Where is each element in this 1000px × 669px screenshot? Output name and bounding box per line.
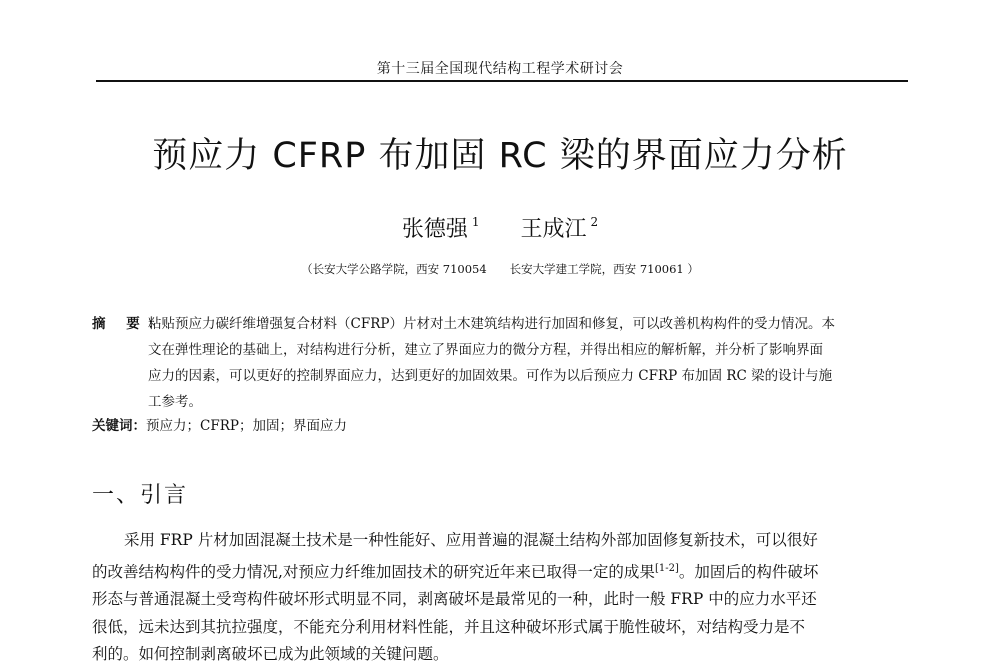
abstract-line: 粘贴预应力碳纤维增强复合材料（CFRP）片材对土木建筑结构进行加固和修复，可以改善机构构件的受力情况。本 bbox=[148, 316, 835, 332]
abstract-line: 文在弹性理论的基础上，对结构进行分析，建立了界面应力的微分方程，并得出相应的解析解，并分析了影响界面 bbox=[148, 342, 823, 358]
paragraph-line: 利的。如何控制剥离破坏已成为此领域的关键问题。 bbox=[92, 645, 449, 664]
paragraph-line bbox=[92, 555, 910, 587]
paragraph-line-tail: 。加固后的构件破坏 bbox=[678, 562, 819, 581]
introduction-body bbox=[92, 527, 910, 669]
header-rule bbox=[96, 80, 908, 82]
author-affiliation-mark: 1 bbox=[471, 215, 480, 229]
keywords-text: 预应力；CFRP；加固；界面应力 bbox=[146, 418, 347, 434]
author-2 bbox=[521, 212, 599, 243]
citation-ref: [1-2] bbox=[654, 562, 679, 574]
abstract-line: 工参考。 bbox=[148, 394, 202, 410]
paper-title: 预应力 CFRP 布加固 RC 梁的界面应力分析 bbox=[152, 136, 848, 176]
running-header: 第十三届全国现代结构工程学术研讨会 bbox=[376, 61, 624, 77]
section-heading-introduction: 一、引言 bbox=[92, 483, 189, 508]
abstract-label: 摘 要： bbox=[92, 316, 170, 332]
author-name: 张德强 bbox=[401, 217, 468, 242]
abstract-text bbox=[148, 311, 908, 415]
author-list bbox=[0, 212, 1000, 243]
affiliations: （长安大学公路学院，西安 710054 长安大学建工学院，西安 710061 ） bbox=[301, 262, 699, 276]
paragraph-line-text: 的改善结构构件的受力情况,对预应力纤维加固技术的研究近年来已取得一定的成果 bbox=[92, 562, 655, 581]
paragraph-line: 形态与普通混凝土受弯构件破坏形式明显不同，剥离破坏是最常见的一种，此时一般 FRP 中的应力水平还 bbox=[92, 590, 817, 609]
author-name: 王成江 bbox=[520, 217, 587, 242]
paragraph-line: 很低，远未达到其抗拉强度，不能充分利用材料性能，并且这种破坏形式属于脆性破坏，对结构受力是不 bbox=[92, 617, 806, 636]
paragraph-line: 采用 FRP 片材加固混凝土技术是一种性能好、应用普遍的混凝土结构外部加固修复新技术，可以很好 bbox=[124, 531, 818, 549]
author-affiliation-mark: 2 bbox=[590, 215, 599, 229]
abstract bbox=[92, 311, 908, 415]
author-1 bbox=[402, 212, 480, 243]
keywords bbox=[92, 413, 908, 439]
abstract-line: 应力的因素，可以更好的控制界面应力，达到更好的加固效果。可作为以后预应力 CFRP 布加固 RC 梁的设计与施 bbox=[148, 368, 833, 384]
keywords-label: 关键词： bbox=[92, 418, 146, 434]
